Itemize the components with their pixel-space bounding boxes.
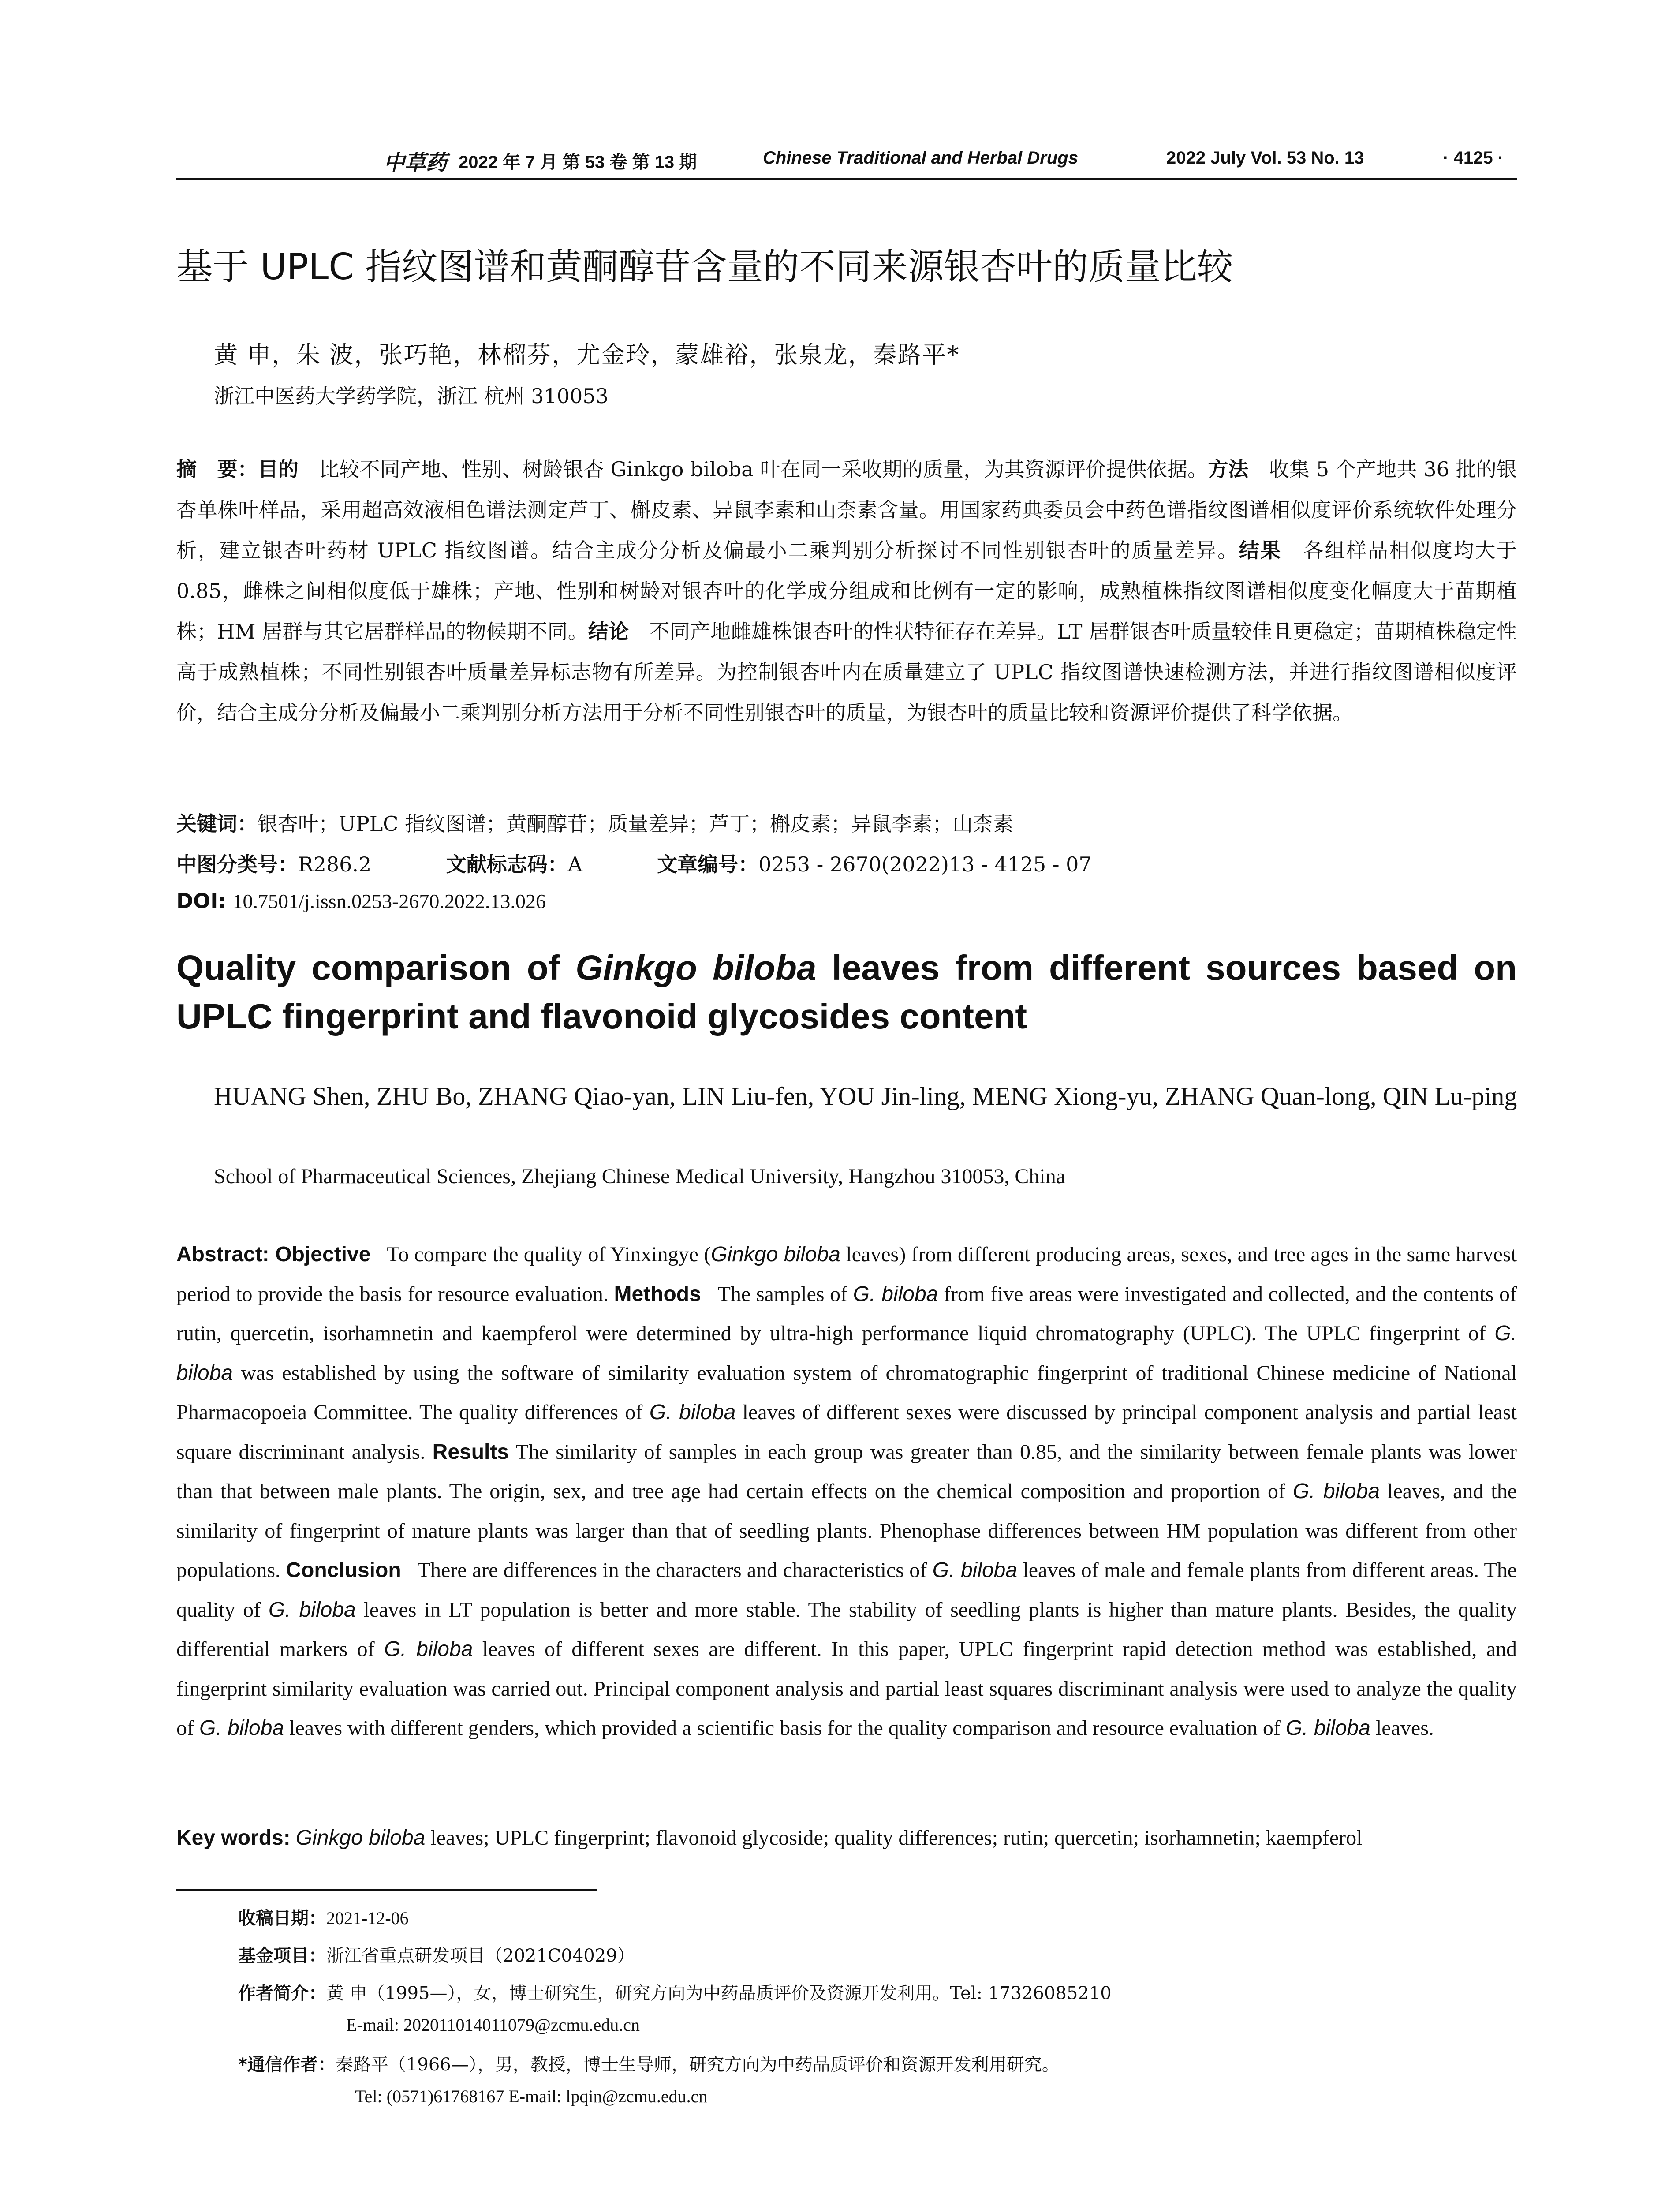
keywords-cn-label: 关键词： xyxy=(176,812,258,836)
results-label-en: Results xyxy=(432,1440,509,1464)
conclusion-en-a: There are differences in the characters and characteristics of xyxy=(417,1558,933,1582)
classification-line xyxy=(176,848,1092,878)
corr-label: *通信作者： xyxy=(238,2055,336,2075)
conclusion-label-cn: 结论 xyxy=(588,620,629,643)
results-cn: 各组样品相似度均大于 0.85，雌株之间相似度低于雄株；产地、性别和树龄对银杏叶的化学成分组成和比例有一定的影响，成熟植株指纹图谱相似度变化幅度大于苗期植株；HM 居群与其它居群样品的物候期不同。 xyxy=(176,538,1517,643)
objective-en-a: To compare the quality of Yinxingye ( xyxy=(387,1243,711,1266)
article-no-value: 0253 - 2670(2022)13 - 4125 - 07 xyxy=(758,852,1092,876)
fund-text: 浙江省重点研发项目（2021C04029） xyxy=(326,1946,635,1966)
methods-label-en: Methods xyxy=(614,1282,701,1306)
conclusion-en-c: leaves in LT population is better and more stable. The stability of seedling plants is higher than mature plants. Besides, the quality differential markers of xyxy=(176,1598,1517,1661)
objective-en-b: leaves) from different producing areas, sexes, and tree ages in the same harvest period to provide the basis for resource evaluation. xyxy=(176,1243,1517,1306)
species-italic: G. biloba xyxy=(1285,1716,1370,1740)
footnote-corresponding xyxy=(238,2051,1060,2076)
journal-name-en: Chinese Traditional and Herbal Drugs xyxy=(763,148,1078,168)
title-en-part1: Quality comparison of xyxy=(176,948,576,987)
species-italic: G. biloba xyxy=(932,1558,1018,1582)
keywords-en-label: Key words: xyxy=(176,1826,291,1850)
page-number: · 4125 · xyxy=(1443,148,1504,168)
corr-text: 秦路平（1966—），男，教授，博士生导师，研究方向为中药品质评价和资源开发利用研究。 xyxy=(335,2055,1060,2075)
received-label: 收稿日期： xyxy=(238,1908,326,1928)
species-italic: G. biloba xyxy=(853,1282,938,1306)
title-cn: 基于 UPLC 指纹图谱和黄酮醇苷含量的不同来源银杏叶的质量比较 xyxy=(176,246,1233,288)
abstract-en-label: Abstract: Objective xyxy=(176,1243,371,1266)
authors-en: HUANG Shen, ZHU Bo, ZHANG Qiao-yan, LIN Liu-fen, YOU Jin-ling, MENG Xiong-yu, ZHANG Quan-long, QIN Lu-ping xyxy=(214,1082,1517,1110)
species-italic: G. biloba xyxy=(268,1598,356,1622)
footnote-fund xyxy=(238,1942,635,1967)
keywords-en-species: Ginkgo biloba xyxy=(295,1826,426,1850)
methods-cn: 收集 5 个产地共 36 批的银杏单株叶样品，采用超高效液相色谱法测定芦丁、槲皮素、异鼠李素和山柰素含量。用国家药典委员会中药色谱指纹图谱相似度评价系统软件处理分析，建立银杏叶药材 UPLC 指纹图谱。结合主成分分析及偏最小二乘判别分析探讨不同性别银杏叶的质量差异。 xyxy=(176,457,1517,562)
conclusion-en-e: leaves with different genders, which provided a scientific basis for the quality comparison and resource evaluation of xyxy=(284,1716,1286,1740)
footnote-rule xyxy=(176,1889,597,1891)
affiliation-en: School of Pharmaceutical Sciences, Zhejiang Chinese Medical University, Hangzhou 310053, China xyxy=(214,1165,1066,1188)
species-italic: Ginkgo biloba xyxy=(711,1243,840,1266)
bio-label: 作者简介： xyxy=(238,1983,326,2003)
methods-en-c: was established by using the software of similarity evaluation system of chromatographic fingerprint of traditional Chinese medicine of National Pharmacopoeia Committee. The quality differences of xyxy=(176,1361,1517,1424)
authors-cn: 黄 申，朱 波，张巧艳，林榴芬，尤金玲，蒙雄裕，张泉龙，秦路平* xyxy=(214,341,960,369)
doc-code-value: A xyxy=(567,852,582,876)
species-italic: G. biloba xyxy=(176,1322,1517,1385)
title-en-part2: leaves from different sources based on UPLC fingerprint and flavonoid glycosides content xyxy=(176,948,1517,1036)
received-date: 2021-12-06 xyxy=(326,1908,409,1928)
objective-label-cn: 目的 xyxy=(258,457,299,481)
article-no-label: 文章编号： xyxy=(657,852,759,876)
keywords-cn xyxy=(176,808,1013,837)
corr-contact[interactable]: Tel: (0571)61768167 E-mail: lpqin@zcmu.edu.cn xyxy=(355,2086,708,2106)
doi-link[interactable]: 10.7501/j.issn.0253-2670.2022.13.026 xyxy=(232,890,546,912)
fund-label: 基金项目： xyxy=(238,1946,326,1966)
results-label-cn: 结果 xyxy=(1239,538,1282,562)
methods-en-d: leaves of different sexes were discussed by principal component analysis and partial least square discriminant analysis. xyxy=(176,1401,1517,1464)
objective-cn: 比较不同产地、性别、树龄银杏 Ginkgo biloba 叶在同一采收期的质量，为其资源评价提供依据。 xyxy=(319,457,1208,481)
results-en-a: The similarity of samples in each group was greater than 0.85, and the similarity between female plants was lower than that between male plants. The origin, sex, and tree age had certain effects on the chemical composition and proportion of xyxy=(176,1440,1517,1503)
methods-en-a: The samples of xyxy=(717,1282,853,1306)
header-rule xyxy=(176,178,1517,180)
doc-code-label: 文献标志码： xyxy=(446,852,568,876)
conclusion-label-en: Conclusion xyxy=(286,1558,401,1582)
species-italic: G. biloba xyxy=(1292,1480,1380,1503)
doi-line xyxy=(176,889,546,913)
running-header xyxy=(176,144,1517,179)
bio-text: 黄 申（1995—），女，博士研究生，研究方向为中药品质评价及资源开发利用。Tel: 17326085210 xyxy=(326,1983,1112,2003)
journal-logo: 中草药 xyxy=(384,150,448,175)
keywords-en xyxy=(176,1826,1517,1850)
species-italic: G. biloba xyxy=(649,1401,736,1424)
clc-label: 中图分类号： xyxy=(176,852,298,876)
conclusion-en-b: leaves of male and female plants from different areas. The quality of xyxy=(176,1558,1517,1622)
abstract-cn xyxy=(176,449,1517,733)
issue-cn: 2022 年 7 月 第 53 卷 第 13 期 xyxy=(459,153,697,172)
doi-label: DOI: xyxy=(176,889,226,913)
conclusion-en-f: leaves. xyxy=(1370,1716,1434,1740)
clc-value: R286.2 xyxy=(298,852,372,876)
title-en-species: Ginkgo biloba xyxy=(575,948,817,987)
conclusion-en-d: leaves of different sexes are different. In this paper, UPLC fingerprint rapid detection method was established, and fingerprint similarity evaluation was carried out. Principal component analysis and partial least squares discriminant analysis were used to analyze the quality of xyxy=(176,1637,1517,1740)
species-italic: G. biloba xyxy=(199,1716,284,1740)
methods-en-b: from five areas were investigated and collected, and the contents of rutin, quercetin, isorhamnetin and kaempferol were determined by ultra-high performance liquid chromatography (UPLC). The UPLC fingerprint of xyxy=(176,1282,1517,1345)
footnote-received xyxy=(238,1904,409,1929)
abstract-cn-label: 摘 要： xyxy=(176,457,258,481)
abstract-en xyxy=(176,1235,1517,1748)
methods-label-cn: 方法 xyxy=(1208,457,1249,481)
issue-en: 2022 July Vol. 53 No. 13 xyxy=(1166,148,1364,168)
footnote-author-bio xyxy=(238,1979,1112,2004)
title-en xyxy=(176,944,1517,1041)
results-en-b: leaves, and the similarity of fingerprint of mature plants was larger than that of seedling plants. Phenophase differences between HM population was different from other populations. xyxy=(176,1480,1517,1582)
author-email[interactable]: E-mail: 202011014011079@zcmu.edu.cn xyxy=(346,2015,640,2035)
keywords-cn-text: 银杏叶；UPLC 指纹图谱；黄酮醇苷；质量差异；芦丁；槲皮素；异鼠李素；山柰素 xyxy=(258,812,1014,836)
conclusion-cn: 不同产地雌雄株银杏叶的性状特征存在差异。LT 居群银杏叶质量较佳且更稳定；苗期植株稳定性高于成熟植株；不同性别银杏叶质量差异标志物有所差异。为控制银杏叶内在质量建立了 UPLC 指纹图谱快速检测方法，并进行指纹图谱相似度评价，结合主成分分析及偏最小二乘判别分析方法用于分析不同性别银杏叶的质量，为银杏叶的质量比较和资源评价提供了科学依据。 xyxy=(176,620,1517,725)
affiliation-cn: 浙江中医药大学药学院，浙江 杭州 310053 xyxy=(214,384,609,408)
species-italic: G. biloba xyxy=(384,1637,473,1661)
keywords-en-text: leaves; UPLC fingerprint; flavonoid glycoside; quality differences; rutin; quercetin; isorhamnetin; kaempferol xyxy=(425,1826,1363,1850)
